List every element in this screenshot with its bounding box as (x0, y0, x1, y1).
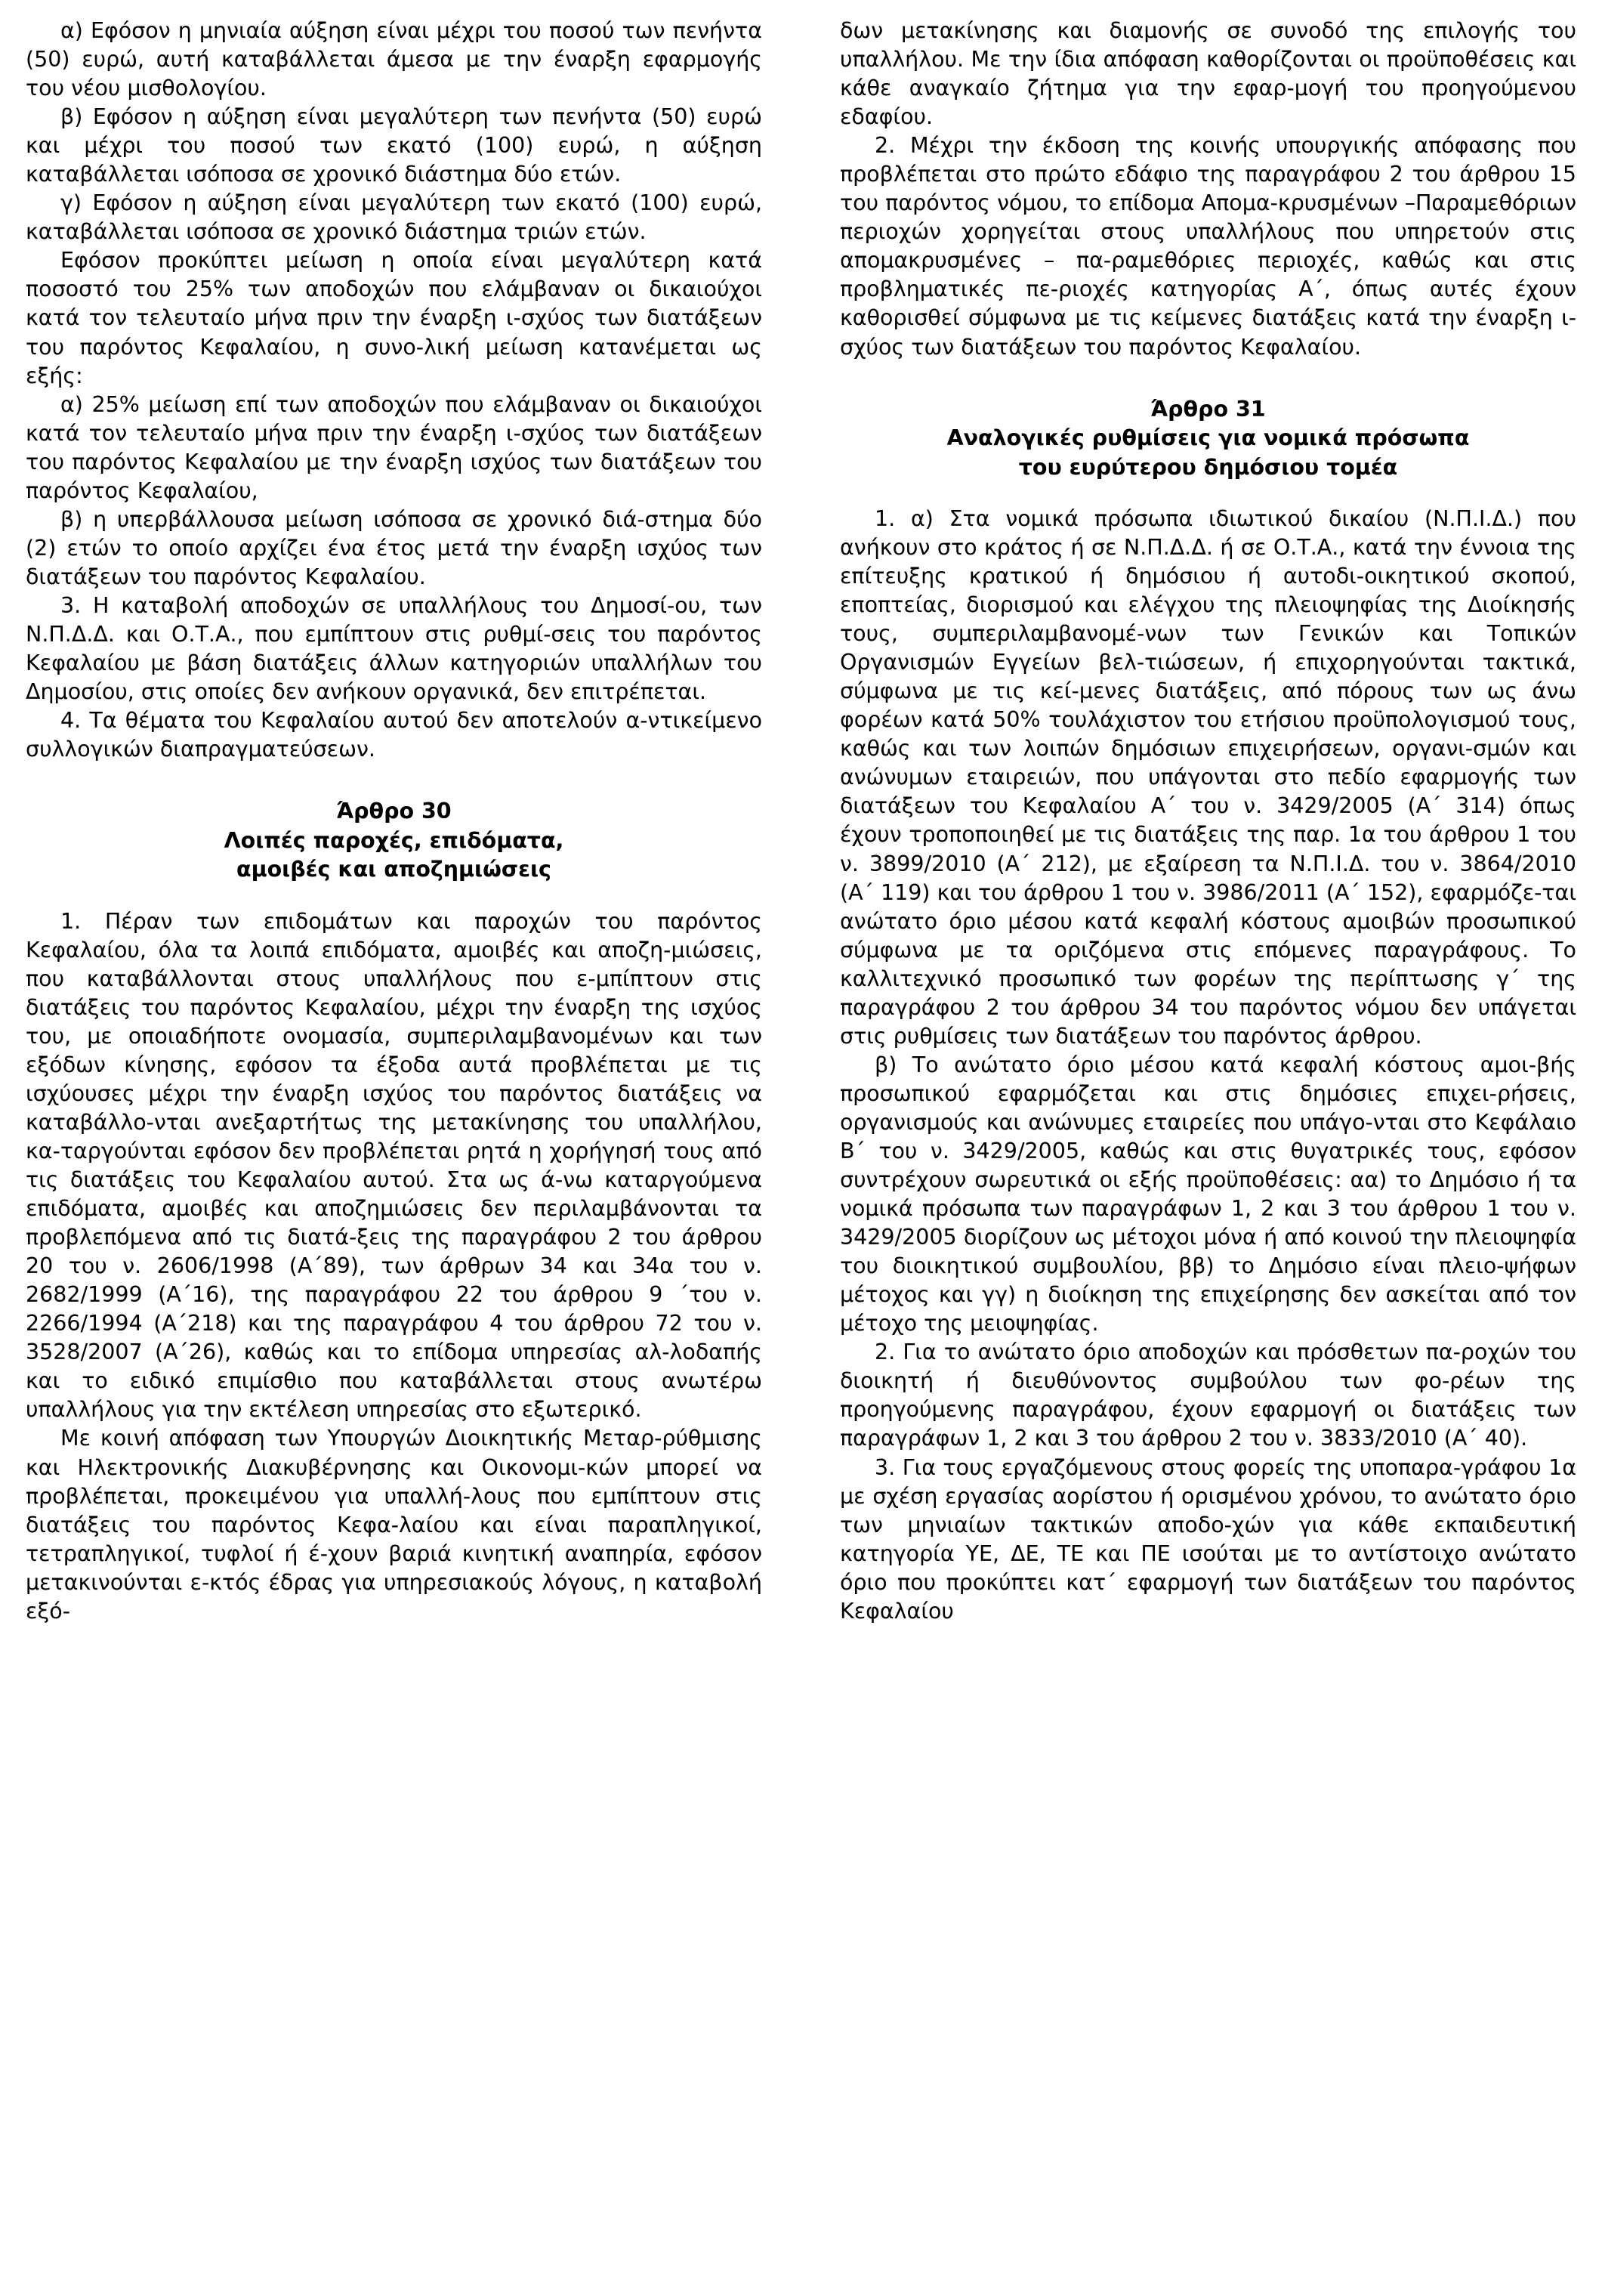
right-column (840, 17, 1576, 1626)
paragraph: Εφόσον προκύπτει μείωση η οποία είναι μεγαλύτερη κατά ποσοστό του 25% των αποδοχών που ελάμβαναν οι δικαιούχοι κατά τον τελευταίο μήνα πριν την έναρξη ι-σχύος των διατάξεων του παρόντος Κεφαλαίου, η συνο-λική μείωση κατανέμεται ως εξής: (26, 248, 762, 388)
article-number: Άρθρο 31 (1150, 396, 1266, 422)
article-30-heading (26, 797, 762, 884)
article-number: Άρθρο 30 (336, 799, 452, 824)
left-column (26, 17, 762, 1626)
paragraph: 2. Για το ανώτατο όριο αποδοχών και πρόσθετων πα-ροχών του διοικητή ή διευθύνοντος συμβούλου των φο-ρέων της προηγούμενης παραγράφου, έχουν εφαρμογή οι διατάξεις των παραγράφων 1, 2 και 3 του άρθρου 2 του ν. 3833/2010 (Α΄ 40). (840, 1340, 1576, 1451)
two-column-layout (26, 17, 1576, 2281)
paragraph: α) Εφόσον η μηνιαία αύξηση είναι μέχρι του ποσού των πενήντα (50) ευρώ, αυτή καταβάλλεται άμεσα με την έναρξη εφαρμογής του νέου μισθολογίου. (26, 18, 762, 101)
paragraph: 4. Τα θέματα του Κεφαλαίου αυτού δεν αποτελούν α-ντικείμενο συλλογικών διαπραγματεύσεων. (26, 708, 762, 762)
article-title-line-2: αμοιβές και αποζημιώσεις (236, 857, 551, 882)
paragraph: 1. α) Στα νομικά πρόσωπα ιδιωτικού δικαίου (Ν.Π.Ι.Δ.) που ανήκουν στο κράτος ή σε Ν.Π.Δ.Δ. ή σε Ο.Τ.Α., κατά την έννοια της επίτευξης κρατικού ή δημόσιου ή αυτοδι-οικητικού σκοπού, εποπτείας, διορισμού και ελέγχου της πλειοψηφίας της Διοίκησής τους, συμπεριλαμβανομέ-νων των Γενικών και Τοπικών Οργανισμών Εγγείων βελ-τιώσεων, ή επιχορηγούνται τακτικά, σύμφωνα με τις κεί-μενες διατάξεις, από πόρους των ως άνω φορέων κατά 50% τουλάχιστον του ετήσιου προϋπολογισμού τους, καθώς και των λοιπών δημόσιων επιχειρήσεων, οργανι-σμών και ανώνυμων εταιρειών, που υπάγονται στο πεδίο εφαρμογής των διατάξεων του Κεφαλαίου Α΄ του ν. 3429/2005 (Α΄ 314) όπως έχουν τροποποιηθεί με τις διατάξεις της παρ. 1α του άρθρου 1 του ν. 3899/2010 (Α΄ 212), με εξαίρεση τα Ν.Π.Ι.Δ. του ν. 3864/2010 (Α΄ 119) και του άρθρου 1 του ν. 3986/2011 (Α΄ 152), εφαρμόζε-ται ανώτατο όριο μέσου κατά κεφαλή κόστους αμοιβών προσωπικού σύμφωνα με τα οριζόμενα στις επόμενες παραγράφους. Το καλλιτεχνικό προσωπικό των φορέων της περίπτωσης γ΄ της παραγράφου 2 του άρθρου 34 του παρόντος νόμου δεν υπάγεται στις ρυθμίσεις των διατάξεων του παρόντος άρθρου. (840, 505, 1576, 1049)
paragraph: 3. Η καταβολή αποδοχών σε υπαλλήλους του Δημοσί-ου, των Ν.Π.Δ.Δ. και Ο.Τ.Α., που εμπίπτουν στις ρυθμί-σεις του παρόντος Κεφαλαίου με βάση διατάξεις άλλων κατηγοριών υπαλλήλων του Δημοσίου, στις οποίες δεν ανήκουν οργανικά, δεν επιτρέπεται. (26, 592, 762, 705)
paragraph: α) 25% μείωση επί των αποδοχών που ελάμβαναν οι δικαιούχοι κατά τον τελευταίο μήνα πριν την έναρξη ι-σχύος των διατάξεων του παρόντος Κεφαλαίου με την έναρξη ισχύος των διατάξεων του παρόντος Κεφαλαίου, (26, 391, 762, 503)
article-title-line-2: του ευρύτερου δημόσιου τομέα (1018, 454, 1398, 480)
article-title-line-1: Αναλογικές ρυθμίσεις για νομικά πρόσωπα (946, 425, 1470, 451)
paragraph: β) Το ανώτατο όριο μέσου κατά κεφαλή κόστους αμοι-βής προσωπικού εφαρμόζεται και στις δημόσιες επιχει-ρήσεις, οργανισμούς και ανώνυμες εταιρείες που υπάγο-νται στο Κεφάλαιο Β΄ του ν. 3429/2005, καθώς και στις θυγατρικές τους, εφόσον συντρέχουν σωρευτικά οι εξής προϋποθέσεις: αα) το Δημόσιο ή τα νομικά πρόσωπα των παραγράφων 1, 2 και 3 του άρθρου 1 του ν. 3429/2005 διορίζουν ως μέτοχοι μόνα ή από κοινού την πλειοψηφία του διοικητικού συμβουλίου, ββ) το Δημόσιο είναι πλειο-ψήφων μέτοχος και γγ) η διοίκηση της επιχείρησης δεν ασκείται από τον μέτοχο της μειοψηφίας. (840, 1052, 1576, 1337)
paragraph: γ) Εφόσον η αύξηση είναι μεγαλύτερη των εκατό (100) ευρώ, καταβάλλεται ισόποσα σε χρονικό διάστημα τριών ετών. (26, 190, 762, 245)
article-title-line-1: Λοιπές παροχές, επιδόματα, (224, 827, 564, 853)
paragraph: Με κοινή απόφαση των Υπουργών Διοικητικής Μεταρ-ρύθμισης και Ηλεκτρονικής Διακυβέρνησης και Οικονομι-κών μπορεί να προβλέπεται, προκειμένου για υπαλλή-λους που εμπίπτουν στις διατάξεις του παρόντος Κεφα-λαίου και είναι παραπληγικοί, τετραπληγικοί, τυφλοί ή έ-χουν βαριά κινητική αναπηρία, εφόσον μετακινούνται ε-κτός έδρας για υπηρεσιακούς λόγους, η καταβολή εξό- (26, 1426, 762, 1624)
paragraph: β) Εφόσον η αύξηση είναι μεγαλύτερη των πενήντα (50) ευρώ και μέχρι του ποσού των εκατό (100) ευρώ, η αύξηση καταβάλλεται ισόποσα σε χρονικό διάστημα δύο ετών. (26, 104, 762, 187)
paragraph: 3. Για τους εργαζόμενους στους φορείς της υποπαρα-γράφου 1α με σχέση εργασίας αορίστου ή ορισμένου χρόνου, το ανώτατο όριο των μηνιαίων τακτικών αποδο-χών για κάθε εκπαιδευτική κατηγορία ΥΕ, ΔΕ, ΤΕ και ΠΕ ισούται με το αντίστοιχο ανώτατο όριο που προκύπτει κατ΄ εφαρμογή των διατάξεων του παρόντος Κεφαλαίου (840, 1454, 1576, 1624)
article-31-heading (840, 395, 1576, 482)
paragraph: 1. Πέραν των επιδομάτων και παροχών του παρόντος Κεφαλαίου, όλα τα λοιπά επιδόματα, αμοιβές και αποζη-μιώσεις, που καταβάλλονται στους υπαλλήλους που ε-μπίπτουν στις διατάξεις του παρόντος Κεφαλαίου, μέχρι την έναρξη της ισχύος του, με οποιαδήποτε ονομασία, συμπεριλαμβανομένων και των εξόδων κίνησης, εφόσον τα έξοδα αυτά προβλέπεται με τις ισχύουσες μέχρι την έναρξη ισχύος του παρόντος διατάξεις να καταβάλλο-νται ανεξαρτήτως της μετακίνησης του υπαλλήλου, κα-ταργούνται εφόσον δεν προβλέπεται ρητά η χορήγησή τους από τις διατάξεις του Κεφαλαίου αυτού. Στα ως ά-νω καταργούμενα επιδόματα, αμοιβές και αποζημιώσεις δεν περιλαμβάνονται τα προβλεπόμενα από τις διατά-ξεις της παραγράφου 2 του άρθρου 20 του ν. 2606/1998 (Α΄89), των άρθρων 34 και 34α του ν. 2682/1999 (Α΄16), της παραγράφου 22 του άρθρου 9 ΄του ν. 2266/1994 (Α΄218) και της παραγράφου 4 του άρθρου 72 του ν. 3528/2007 (Α΄26), καθώς και το επίδομα υπηρεσίας αλ-λοδαπής και το ειδικό επιμίσθιο που καταβάλλεται στους ανωτέρω υπαλλήλους για την εκτέλεση υπηρεσίας στο εξωτερικό. (26, 908, 762, 1423)
paragraph: β) η υπερβάλλουσα μείωση ισόποσα σε χρονικό διά-στημα δύο (2) ετών το οποίο αρχίζει ένα έτος μετά την έναρξη ισχύος των διατάξεων του παρόντος Κεφαλαίου. (26, 506, 762, 589)
paragraph: δων μετακίνησης και διαμονής σε συνοδό της επιλογής του υπαλλήλου. Με την ίδια απόφαση καθορίζονται οι προϋποθέσεις και κάθε αναγκαίο ζήτημα για την εφαρ-μογή του προηγούμενου εδαφίου. (840, 18, 1576, 130)
paragraph: 2. Μέχρι την έκδοση της κοινής υπουργικής απόφασης που προβλέπεται στο πρώτο εδάφιο της παραγράφου 2 του άρθρου 15 του παρόντος νόμου, το επίδομα Απομα-κρυσμένων –Παραμεθόριων περιοχών χορηγείται στους υπαλλήλους που υπηρετούν στις απομακρυσμένες – πα-ραμεθόριες περιοχές, καθώς και στις προβληματικές πε-ριοχές κατηγορίας Α΄, όπως αυτές έχουν καθορισθεί σύμφωνα με τις κείμενες διατάξεις κατά την έναρξη ι-σχύος των διατάξεων του παρόντος Κεφαλαίου. (840, 133, 1576, 360)
